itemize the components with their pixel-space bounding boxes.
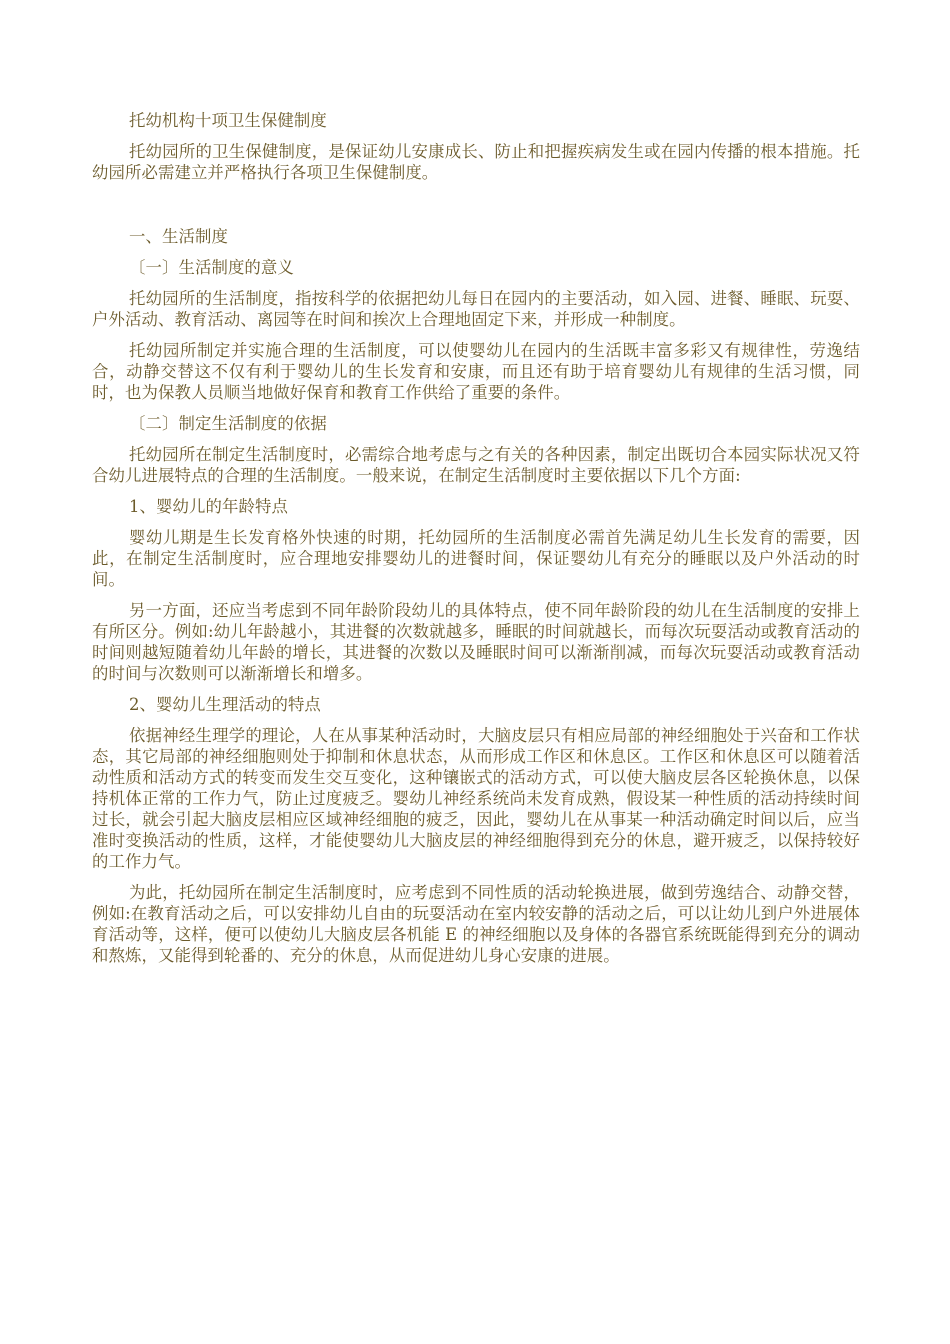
section-heading-living-system: 一、生活制度: [129, 227, 228, 246]
subheading-basis: 〔二〕制定生活制度的依据: [129, 414, 327, 433]
paragraph-physiology-2: 为此，托幼园所在制定生活制度时，应考虑到不同性质的活动轮换进展，做到劳逸结合、动静交替，例如:在教育活动之后，可以安排幼儿自由的玩耍活动在室内较安静的活动之后，可以让幼儿到户外进展体育活动等，这样，便可以使幼儿大脑皮层各机能 E 的神经细胞以及身体的各器官系统既能得到充分的调动和熬炼，又能得到轮番的、充分的休息，从而促进幼儿身心安康的进展。: [92, 883, 860, 965]
subheading-meaning: 〔一〕生活制度的意义: [129, 258, 294, 277]
paragraph-meaning-2: 托幼园所制定并实施合理的生活制度，可以使婴幼儿在园内的生活既丰富多彩又有规律性，劳逸结合，动静交替这不仅有利于婴幼儿的生长发育和安康，而且还有助于培育婴幼儿有规律的生活习惯，同时，也为保教人员顺当地做好保育和教育工作供给了重要的条件。: [92, 341, 860, 402]
paragraph-physiology-1: 依据神经生理学的理论，人在从事某种活动时，大脑皮层只有相应局部的神经细胞处于兴奋和工作状态，其它局部的神经细胞则处于抑制和休息状态，从而形成工作区和休息区。工作区和休息区可以随着活动性质和活动方式的转变而发生交互变化，这种镶嵌式的活动方式，可以使大脑皮层各区轮换休息，以保持机体正常的工作力气，防止过度疲乏。婴幼儿神经系统尚未发育成熟，假设某一种性质的活动持续时间过长，就会引起大脑皮层相应区域神经细胞的疲乏，因此，婴幼儿在从事某一种活动确定时间以后，应当准时变换活动的性质，这样，才能使婴幼儿大脑皮层的神经细胞得到充分的休息，避开疲乏，以保持较好的工作力气。: [92, 726, 860, 871]
paragraph-basis-1: 托幼园所在制定生活制度时，必需综合地考虑与之有关的各种因素，制定出既切合本园实际状况又符合幼儿进展特点的合理的生活制度。一般来说，在制定生活制度时主要依据以下几个方面:: [92, 445, 860, 485]
point-heading-age: 1、婴幼儿的年龄特点: [129, 497, 288, 516]
paragraph-age-2: 另一方面，还应当考虑到不同年龄阶段幼儿的具体特点，使不同年龄阶段的幼儿在生活制度的安排上有所区分。例如:幼儿年龄越小，其进餐的次数就越多，睡眠的时间就越长，而每次玩耍活动或教育活动的时间则越短随着幼儿年龄的增长，其进餐的次数以及睡眠时间可以渐渐削减，而每次玩耍活动或教育活动的时间与次数则可以渐渐增长和增多。: [92, 601, 860, 683]
document-title: 托幼机构十项卫生保健制度: [129, 111, 327, 130]
document-page: [92, 110, 860, 966]
paragraph-meaning-1: 托幼园所的生活制度，指按科学的依据把幼儿每日在园内的主要活动，如入园、进餐、睡眠、玩耍、户外活动、教育活动、离园等在时间和挨次上合理地固定下来，并形成一种制度。: [92, 289, 860, 329]
point-heading-physiology: 2、婴幼儿生理活动的特点: [129, 695, 321, 714]
intro-paragraph: 托幼园所的卫生保健制度，是保证幼儿安康成长、防止和把握疾病发生或在园内传播的根本措施。托幼园所必需建立并严格执行各项卫生保健制度。: [92, 142, 860, 182]
paragraph-age-1: 婴幼儿期是生长发育格外快速的时期，托幼园所的生活制度必需首先满足幼儿生长发育的需要，因此，在制定生活制度时，应合理地安排婴幼儿的进餐时间，保证婴幼儿有充分的睡眠以及户外活动的时间。: [92, 528, 860, 589]
